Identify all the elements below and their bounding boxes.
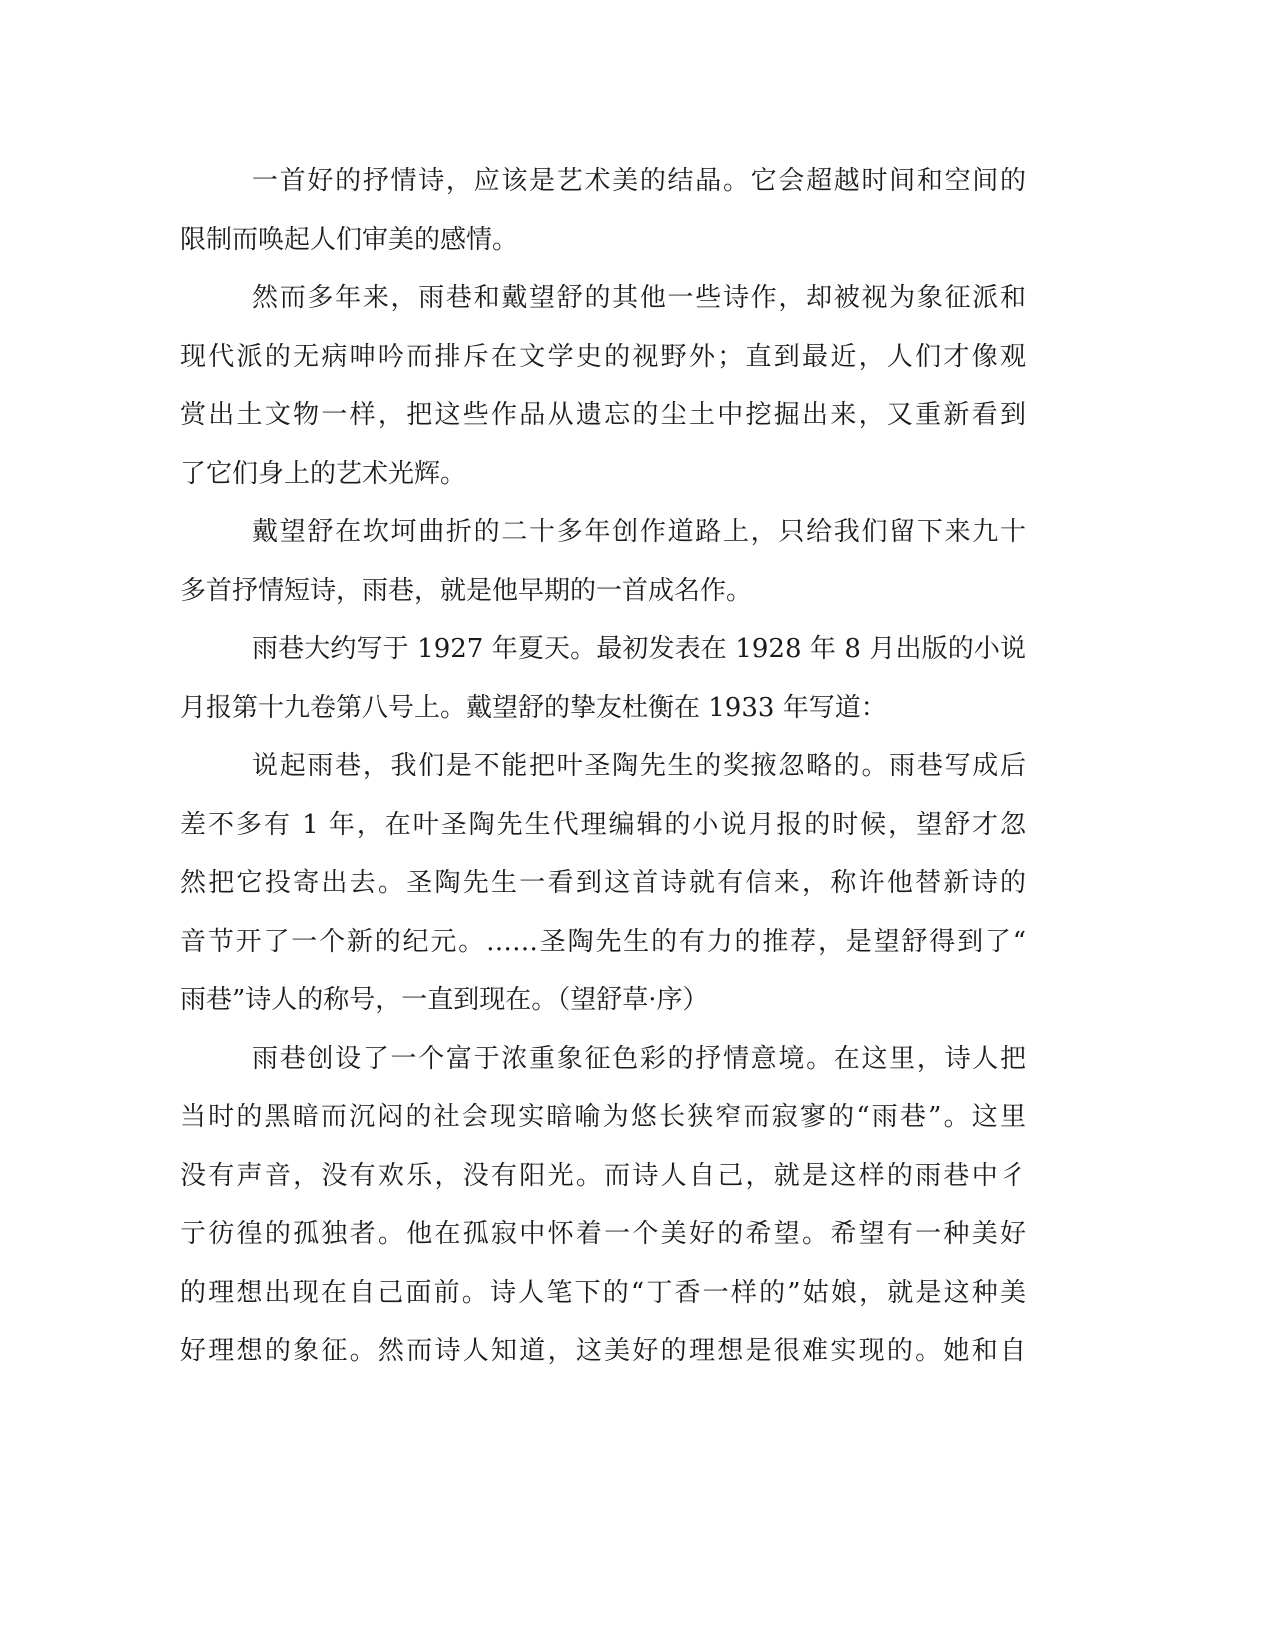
text-line: 当时的黑暗而沉闷的社会现实暗喻为悠长狭窄而寂寥的“雨巷”。这里 — [180, 1102, 1026, 1132]
text-line: 赏出土文物一样，把这些作品从遗忘的尘土中挖掘出来，又重新看到 — [180, 400, 1026, 430]
text-line: 好理想的象征。然而诗人知道，这美好的理想是很难实现的。她和自 — [180, 1336, 1026, 1366]
text-line: 雨巷大约写于 1927 年夏天。最初发表在 1928 年 8 月出版的小说 — [252, 634, 1026, 664]
text-line: 然而多年来，雨巷和戴望舒的其他一些诗作，却被视为象征派和 — [252, 283, 1026, 313]
text-line: 雨巷”诗人的称号，一直到现在。（望舒草·序） — [180, 985, 709, 1015]
text-line: 亍彷徨的孤独者。他在孤寂中怀着一个美好的希望。希望有一种美好 — [180, 1219, 1026, 1249]
text-line: 了它们身上的艺术光辉。 — [180, 458, 467, 489]
text-line: 限制而唤起人们审美的感情。 — [180, 224, 519, 255]
text-line: 多首抒情短诗，雨巷，就是他早期的一首成名作。 — [180, 575, 753, 606]
text-line: 差不多有 1 年，在叶圣陶先生代理编辑的小说月报的时候，望舒才忽 — [180, 809, 1026, 840]
text-line: 的理想出现在自己面前。诗人笔下的“丁香一样的”姑娘，就是这种美 — [180, 1277, 1026, 1308]
text-line: 说起雨巷，我们是不能把叶圣陶先生的奖掖忽略的。雨巷写成后 — [252, 751, 1026, 781]
text-line: 戴望舒在坎坷曲折的二十多年创作道路上，只给我们留下来九十 — [252, 517, 1026, 547]
document-page — [180, 152, 1026, 1381]
text-line: 没有声音，没有欢乐，没有阳光。而诗人自己，就是这样的雨巷中彳 — [180, 1160, 1026, 1191]
text-line: 现代派的无病呻吟而排斥在文学史的视野外；直到最近，人们才像观 — [180, 341, 1026, 372]
text-line: 雨巷创设了一个富于浓重象征色彩的抒情意境。在这里，诗人把 — [252, 1043, 1026, 1074]
text-line: 然把它投寄出去。圣陶先生一看到这首诗就有信来，称许他替新诗的 — [180, 868, 1026, 898]
text-line: 一首好的抒情诗，应该是艺术美的结晶。它会超越时间和空间的 — [252, 166, 1026, 196]
text-line: 音节开了一个新的纪元。……圣陶先生的有力的推荐，是望舒得到了“ — [180, 926, 1026, 957]
text-line: 月报第十九卷第八号上。戴望舒的挚友杜衡在 1933 年写道： — [180, 692, 887, 723]
